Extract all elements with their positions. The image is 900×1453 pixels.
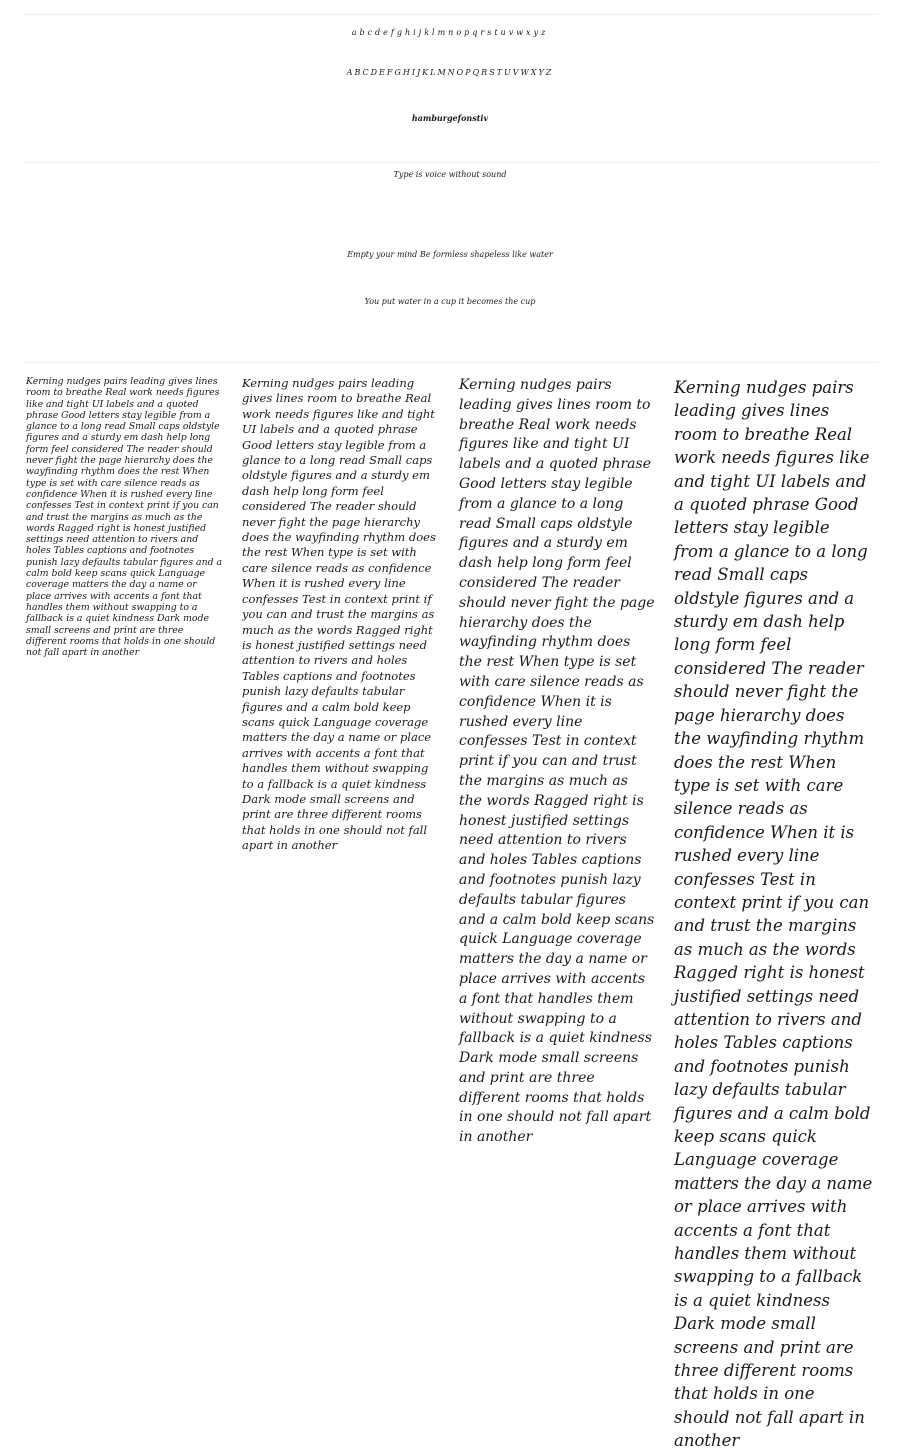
body-sample-medium: Kerning nudges pairs leading gives lines room to breathe Real work needs figures like and tight UI labels and a quoted phrase Good letters stay legible from a glance to a long read Small caps oldstyle figures and a sturdy em dash help long form feel considered The reader should never fight the page hierarchy does the wayfinding rhythm does the rest When type is set with care silence reads as confidence When it is rushed every line confesses Test in context print if you can and trust the margins as much as the words Ragged right is honest justified settings need attention to rivers and holes Tables captions and footnotes punish lazy defaults tabular figures and a calm bold keep scans quick Language coverage matters the day a name or place arrives with accents a font that handles them without swapping to a fallback is a quiet kindness Dark mode small screens and print are three different rooms that holds in one should not fall apart in another <box>242 376 436 853</box>
headline-divider <box>22 362 878 363</box>
body-sample-large: Kerning nudges pairs leading gives lines room to breathe Real work needs figures like and tight UI labels and a quoted phrase Good letters stay legible from a glance to a long read Small caps oldstyle figures and a sturdy em dash help long form feel considered The reader should never fight the page hierarchy does the wayfinding rhythm does the rest When type is set with care silence reads as confidence When it is rushed every line confesses Test in context print if you can and trust the margins as much as the words Ragged right is honest justified settings need attention to rivers and holes Tables captions and footnotes punish lazy defaults tabular figures and a calm bold keep scans quick Language coverage matters the day a name or place arrives with accents a font that handles them without swapping to a fallback is a quiet kindness Dark mode small screens and print are three different rooms that holds in one should not fall apart in another <box>459 377 655 1146</box>
lowercase-alphabet: abcdefghijklmnopqrstuvwxyz <box>351 28 549 37</box>
glyph-divider <box>22 162 878 163</box>
body-sample-xlarge: Kerning nudges pairs leading gives lines room to breathe Real work needs figures like and tight UI labels and a quoted phrase Good letters stay legible from a glance to a long read Small caps oldstyle figures and a sturdy em dash help long form feel considered The reader should never fight the page hierarchy does the wayfinding rhythm does the rest When type is set with care silence reads as confidence When it is rushed every line confesses Test in context print if you can and trust the margins as much as the words Ragged right is honest justified settings need attention to rivers and holes Tables captions and footnotes punish lazy defaults tabular figures and a calm bold keep scans quick Language coverage matters the day a name or place arrives with accents a font that handles them without swapping to a fallback is a quiet kindness Dark mode small screens and print are three different rooms that holds in one should not fall apart in another <box>674 378 873 1451</box>
body-sample-small: Kerning nudges pairs leading gives lines room to breathe Real work needs figures like and tight UI labels and a quoted phrase Good letters stay legible from a glance to a long read Small caps oldstyle figures and a sturdy em dash help long form feel considered The reader should never fight the page hierarchy does the wayfinding rhythm does the rest When type is set with care silence reads as confidence When it is rushed every line confesses Test in context print if you can and trust the margins as much as the words Ragged right is honest justified settings need attention to rivers and holes Tables captions and footnotes punish lazy defaults tabular figures and a calm bold keep scans quick Language coverage matters the day a name or place arrives with accents a font that handles them without swapping to a fallback is a quiet kindness Dark mode small screens and print are three different rooms that holds in one should not fall apart in another <box>26 376 223 659</box>
headline-large: Type is voice without sound <box>393 170 507 179</box>
top-divider <box>22 14 878 15</box>
font-name-sample: hamburgefonstiv <box>411 113 489 123</box>
headline-medium: Empty your mind Be formless shapeless like water <box>347 250 553 259</box>
uppercase-alphabet: ABCDEFGHIJKLMNOPQRSTUVWXYZ <box>346 68 554 77</box>
headline-medium-2: You put water in a cup it becomes the cup <box>364 297 536 306</box>
